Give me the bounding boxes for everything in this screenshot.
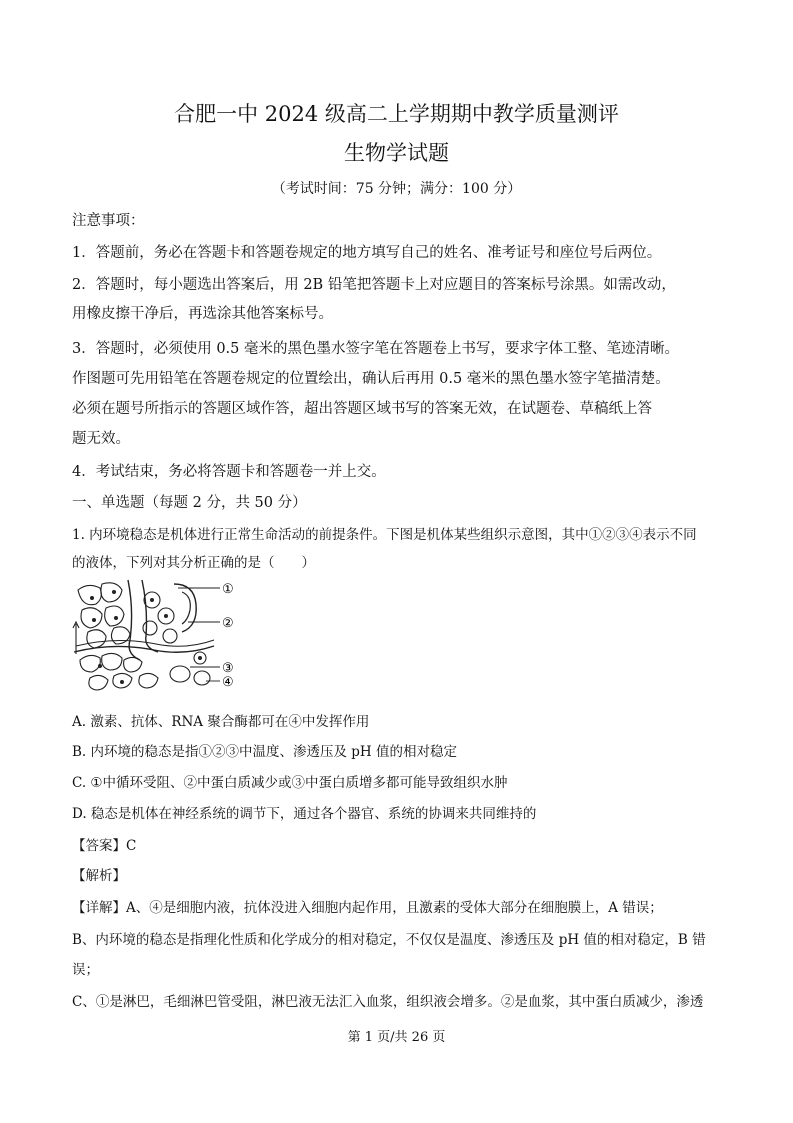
- tissue-cell: [139, 673, 158, 688]
- notes-heading: 注意事项：: [72, 213, 145, 229]
- nucleus-dot: [120, 680, 124, 684]
- lymph-capillary: [182, 592, 190, 624]
- note-3d: 题无效。: [72, 431, 130, 447]
- nucleus-dot: [150, 598, 154, 602]
- note-4: 4．考试结束，务必将答题卡和答题卷一并上交。: [72, 464, 386, 480]
- note-2b: 用橡皮擦干净后，再选涂其他答案标号。: [72, 306, 333, 322]
- tissue-cell: [101, 583, 122, 602]
- tissue-cell: [163, 629, 177, 643]
- blood-vessel: [74, 646, 214, 652]
- detail-b-line2: 误；: [72, 962, 99, 978]
- option-a: A. 激素、抗体、RNA 聚合酶都可在④中发挥作用: [72, 714, 370, 730]
- tissue-diagram: [70, 578, 250, 698]
- analysis-tag: 【解析】: [72, 868, 126, 884]
- answer-value: C: [126, 838, 137, 854]
- nucleus-dot: [90, 596, 94, 600]
- lymph-capillary: [174, 584, 196, 632]
- tissue-cell: [124, 657, 142, 672]
- question-1-stem-cont: 的液体，下列对其分析正确的是（ ）: [72, 555, 315, 571]
- tissue-cell: [105, 606, 124, 626]
- exam-meta: （考试时间：75 分钟；满分：100 分）: [271, 181, 522, 197]
- blood-cell: [170, 666, 190, 682]
- blood-cell: [194, 671, 210, 685]
- tissue-cell: [78, 585, 101, 604]
- option-c: C. ①中循环受阻、②中蛋白质减少或③中蛋白质增多都可能导致组织水肿: [72, 775, 508, 791]
- tissue-cell: [81, 608, 102, 628]
- nucleus-dot: [164, 614, 168, 618]
- nucleus-dot: [92, 618, 96, 622]
- page-title: 合肥一中 2024 级高二上学期期中教学质量测评: [174, 102, 619, 126]
- tissue-cell: [89, 675, 108, 690]
- option-b: B. 内环境的稳态是指①②③中温度、渗透压及 pH 值的相对稳定: [72, 744, 457, 760]
- nucleus-dot: [198, 656, 202, 660]
- question-1-stem: 1. 内环境稳态是机体进行正常生命活动的前提条件。下图是机体某些组织示意图，其中①②③④表示不同: [72, 527, 697, 543]
- fig-label-1: ①: [222, 582, 234, 597]
- tissue-cell: [87, 630, 106, 648]
- nucleus-dot: [98, 664, 102, 668]
- detail-a: 【详解】A、④是细胞内液，抗体没进入细胞内起作用，且激素的受体大部分在细胞膜上，A 错误；: [72, 900, 663, 916]
- tissue-cell: [102, 653, 122, 670]
- note-2a: 2．答题时，每小题选出答案后，用 2B 铅笔把答题卡上对应题目的答案标号涂黑。如需改动，: [72, 277, 676, 293]
- blood-vessel: [76, 640, 214, 646]
- nucleus-dot: [112, 590, 116, 594]
- nucleus-dot: [114, 616, 118, 620]
- tissue-cell: [111, 627, 130, 644]
- answer-tag: 【答案】: [72, 838, 126, 854]
- note-3c: 必须在题号所指示的答题区域作答，超出答题区域书写的答案无效，在试题卷、草稿纸上答: [72, 401, 652, 417]
- tissue-cell: [143, 621, 157, 635]
- fig-label-2: ②: [222, 616, 234, 631]
- note-3b: 作图题可先用铅笔在答题卷规定的位置绘出，确认后再用 0.5 毫米的黑色墨水签字笔描清楚。: [72, 371, 670, 387]
- capillary-wall: [142, 580, 158, 652]
- page-subtitle: 生物学试题: [344, 141, 449, 165]
- section-heading: 一、单选题（每题 2 分，共 50 分）: [72, 495, 307, 511]
- detail-b-line1: B、内环境的稳态是指理化性质和化学成分的相对稳定，不仅仅是温度、渗透压及 pH 值的相对稳定，B 错: [72, 932, 706, 948]
- tissue-cell: [80, 655, 100, 672]
- answer-line: [72, 834, 136, 854]
- note-1: 1．答题前，务必在答题卡和答题卷规定的地方填写自己的姓名、准考证号和座位号后两位。: [72, 245, 662, 261]
- note-3a: 3．答题时，必须使用 0.5 毫米的黑色墨水签字笔在答题卷上书写，要求字体工整、笔迹清晰。: [72, 341, 679, 357]
- page-footer: 第 1 页/共 26 页: [347, 1030, 446, 1045]
- fig-label-4: ④: [222, 675, 234, 690]
- detail-c: C、①是淋巴，毛细淋巴管受阻，淋巴液无法汇入血浆，组织液会增多。②是血浆，其中蛋白质减少，渗透: [72, 994, 704, 1010]
- fig-label-3: ③: [222, 661, 234, 676]
- option-d: D. 稳态是机体在神经系统的调节下，通过各个器官、系统的协调来共同维持的: [72, 806, 537, 822]
